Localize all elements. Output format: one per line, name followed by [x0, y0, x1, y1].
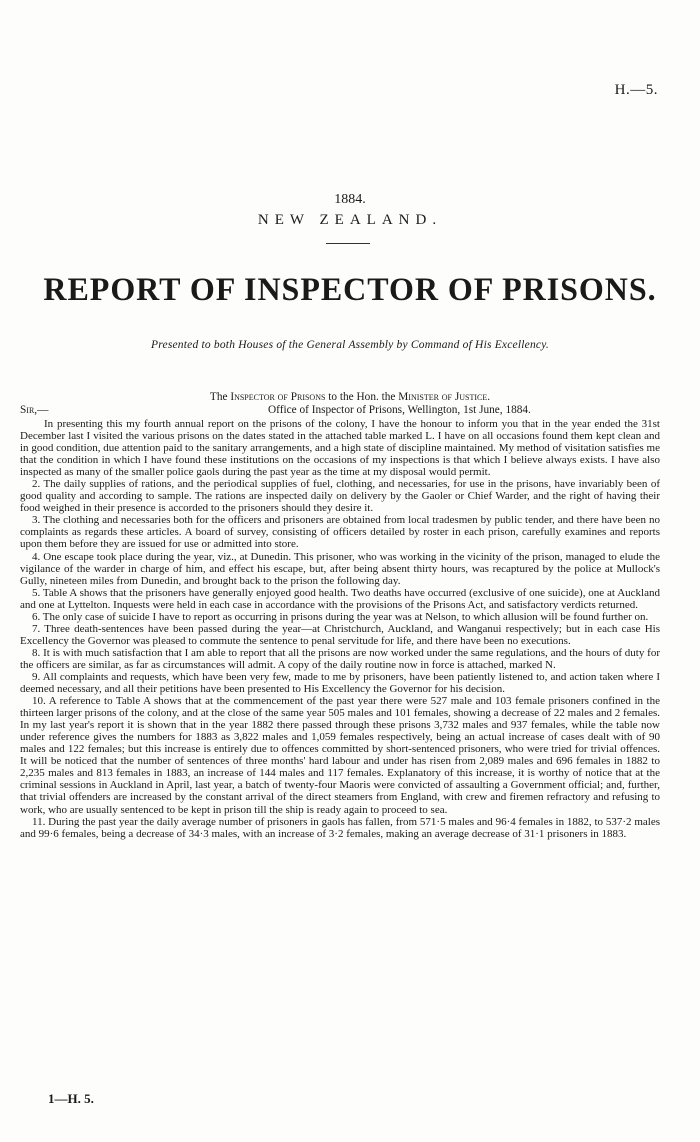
report-title: REPORT OF INSPECTOR OF PRISONS.	[43, 272, 657, 308]
paragraph-3: 3. The clothing and necessaries both for the officers and prisoners are obtained from local tradesmen by public tender, and there have been no complaints as regards these articles. A board of survey, consisting of officers detailed by roster in each prison, carefully examines and reports upon them before they are issued for use or admitted into store.	[20, 514, 660, 551]
paragraph-8: 8. It is with much satisfaction that I am able to report that all the prisons are now worked under the same regulations, and the hours of duty for the officers are similar, as far as circumstances will admit. A copy of the daily routine now in force is attached, marked N.	[20, 646, 660, 671]
salutation: Sir,—	[20, 404, 49, 416]
address-minister: Minister of Justice	[398, 391, 488, 403]
report-body	[20, 418, 660, 840]
paragraph-7: 7. Three death-sentences have been passed during the year—at Christchurch, Auckland, and Wanganui respectively; but in each case His Excellency the Governor was pleased to commute the sentence to penal servitude for life, and there have been no executions.	[20, 622, 660, 647]
office-line: Office of Inspector of Prisons, Wellington, 1st June, 1884.	[268, 404, 531, 416]
document-year: 1884.	[334, 192, 366, 207]
address-end: .	[487, 391, 491, 403]
address-inspector: Inspector of Prisons	[230, 391, 326, 403]
paragraph-11: 11. During the past year the daily average number of prisoners in gaols has fallen, from 571·5 males and 96·4 females in 1882, to 537·2 males and 99·6 females, being a decrease of 34·3 males, with an increase of 3·2 females, making an average decrease of 31·1 prisoners in 1883.	[20, 815, 660, 840]
paragraph-10: 10. A reference to Table A shows that at the commencement of the past year there were 527 male and 103 female prisoners confined in the thirteen larger prisons of the colony, and at the close of the same year 505 males and 101 females, showing a decrease of 22 males and 2 females. In my last year's report it is shown that in the year 1882 there passed through these prisons 3,732 males and 937 females, while the table now under reference gives the numbers for 1883 as 3,822 males and 1,059 females respectively, being an actual increase of cases dealt with of 90 males and 122 females; but this increase is entirely due to offences committed by short-sentenced prisoners, who were tried for trivial offences. It will be noticed that the number of sentences of three months' hard labour and under has risen from 2,089 males and 696 females in 1882 to 2,235 males and 813 females in 1883, an increase of 144 males and 117 females. Explanatory of this increase, it is worthy of notice that at the criminal sessions in Auckland in April, last year, a batch of twenty-four Maoris were convicted of assaulting a Government official; and, further, that trivial offenders are increased by the constant arrival of the direct steamers from England, with crew and firemen refractory and refusing to work, who are usually sentenced to be kept in prison till the ship is ready again to proceed to sea.	[20, 695, 660, 816]
letterhead	[20, 404, 680, 418]
paragraph-4: 4. One escape took place during the year, viz., at Dunedin. This prisoner, who was working in the vicinity of the prison, managed to elude the vigilance of the warder in charge of him, and effect his escape, but, after being absent thirty hours, was recaptured by the police at Mullock's Gully, nineteen miles from Dunedin, and brought back to the prison the following day.	[20, 550, 660, 587]
address-line	[0, 391, 700, 403]
title-divider	[326, 243, 370, 244]
address-the: The	[209, 391, 231, 403]
paragraph-5: 5. Table A shows that the prisoners have generally enjoyed good health. Two deaths have occurred (exclusive of one suicide), one at Auckland and one at Lyttelton. Inquests were held in each case in accordance with the provisions of the Prisons Act, and satisfactory verdicts returned.	[20, 586, 660, 611]
paragraph-2: 2. The daily supplies of rations, and the periodical supplies of fuel, clothing, and necessaries, for use in the prisons, have invariably been of good quality and according to sample. The rations are inspected daily on delivery by the Gaoler or Chief Warder, and the right of having their food weighed in their presence is accorded to the prisoners should they desire it.	[20, 478, 660, 515]
presented-line: Presented to both Houses of the General Assembly by Command of His Excellency.	[151, 339, 549, 351]
address-to: to the Hon. the	[325, 391, 399, 403]
paragraph-9: 9. All complaints and requests, which have been very few, made to me by prisoners, have been patiently listened to, and action taken where I deemed necessary, and all their petitions have been presented to His Excellency the Governor for his decision.	[20, 670, 660, 696]
paragraph-1: In presenting this my fourth annual report on the prisons of the colony, I have the honour to inform you that in the year ended the 31st December last I visited the various prisons on the dates stated in the attached table marked L. I have on all occasions found them kept clean and in good condition, due attention paid to the sanitary arrangements, and a high state of discipline maintained. My method of visitation satisfies me that the condition in which I have found these institutions on the occasions of my inspections is that which I believe always exists. I have also inspected as many of the smaller police gaols during the past year as the time at my disposal would permit.	[20, 418, 660, 479]
document-code: H.—5.	[614, 82, 658, 98]
country-heading: NEW ZEALAND.	[257, 212, 443, 228]
footer-code: 1—H. 5.	[48, 1091, 94, 1106]
paragraph-6: 6. The only case of suicide I have to report as occurring in prisons during the year was at Nelson, to which allusion will be found further on.	[32, 610, 649, 623]
